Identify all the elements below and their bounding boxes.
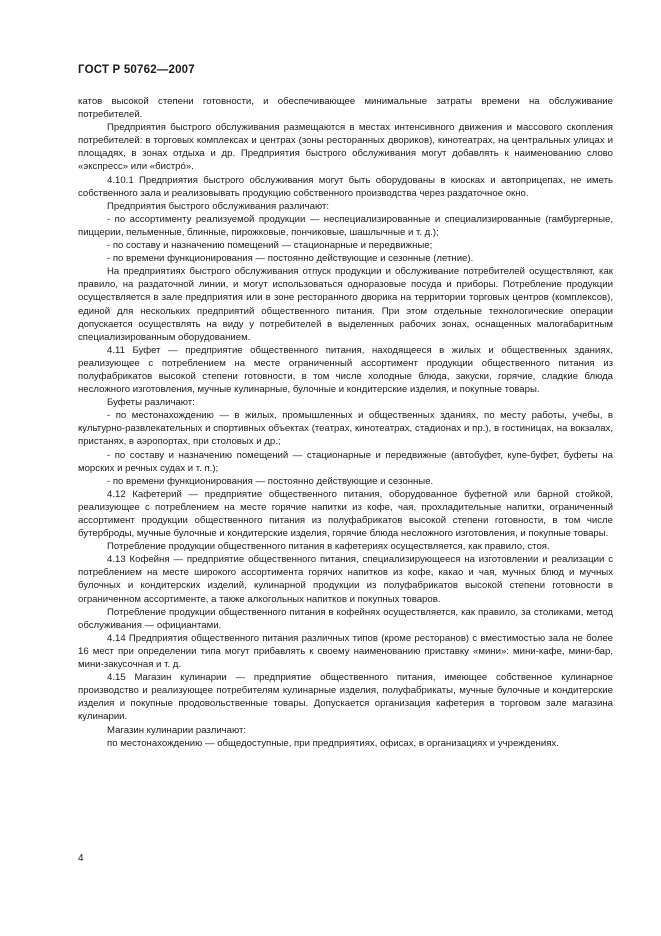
document-header: ГОСТ Р 50762—2007 [78,64,195,76]
clause-4-10-1: 4.10.1 Предприятия быстрого обслуживания могут быть оборудованы в киосках и автоприцепах, не иметь собственного зала и реализовывать продукцию собственного производства через раздаточное окно. [78,174,613,199]
paragraph: На предприятиях быстрого обслуживания отпуск продукции и обслуживание потребителей осуществляют, как правило, на раздаточной линии, и могут использоваться одноразовые посуда и приборы. Потребление продукции осуществляется в зале предприятия или в зоне ресторанного дворика на территории торговых центров (комплексов), единой для нескольких предприятий общественного питания. При этом отдельные технологические операции допускается осуществлять на виду у потребителей в выделенных рабочих зонах, оснащенных малогабаритным специализированным оборудованием. [78,266,613,343]
list-item: - по ассортименту реализуемой продукции — неспециализированные и специализированные (гамбургерные, пиццерии, пельменные, блинные, пирожковые, пончиковые, шашлычные и т. д.); [78,213,613,238]
paragraph: Потребление продукции общественного питания в кафетериях осуществляется, как правило, стоя. [107,541,550,553]
clause-4-14: 4.14 Предприятия общественного питания различных типов (кроме ресторанов) с вместимостью зала не более 16 мест при определении типа могут прибавлять к своему наименованию приставку «мини»: мини-кафе, мини-бар, мини-закусочная и т. д. [78,632,613,671]
page-number: 4 [78,853,84,864]
clause-4-13: 4.13 Кофейня — предприятие общественного питания, специализирующееся на изготовлении и реализации с потреблением на месте широкого ассортимента горячих напитков из кофе, какао и чая, мучных блюд и мучных булочных и кондитерских изделий, кулинарной продукции из полуфабрикатов высокой степени готовности в ограниченном ассортименте, а также алкогольных напитков и покупных товаров. [78,554,613,605]
paragraph: Буфеты различают: [107,397,195,409]
paragraph: Предприятия быстрого обслуживания различают: [107,200,330,212]
document-body [78,95,613,750]
paragraph: катов высокой степени готовности, и обеспечивающее минимальные затраты времени на обслуживание потребителей. [78,96,613,121]
clause-4-11: 4.11 Буфет — предприятие общественного питания, находящееся в жилых и общественных зданиях, реализующее с потреблением на месте ограниченный ассортимент продукции общественного питания из полуфабрикатов высокой степени готовности, в том числе холодные блюда, закуски, горячие, сладкие блюда несложного изготовления, мучные кулинарные, булочные и кондитерские изделия, и покупные товары. [78,344,613,396]
list-item: - по составу и назначению помещений — стационарные и передвижные; [107,240,433,252]
list-item: - по времени функционирования — постоянно действующие и сезонные (летние). [107,253,474,265]
list-item: по местонахождению — общедоступные, при предприятиях, офисах, в организациях и учреждениях. [107,737,559,749]
clause-4-12: 4.12 Кафетерий — предприятие общественного питания, оборудованное буфетной или барной стойкой, реализующее с потреблением на месте горячие напитки из кофе, чая, прохладительные напитки, ограниченный ассортимент продукции общественного питания из полуфабрикатов высокой степени готовности, в том числе бутерброды, мучные булочные и кондитерские изделия, горячие блюда несложного изготовления, и покупные товары. [78,488,613,540]
clause-4-15: 4.15 Магазин кулинарии — предприятие общественного питания, имеющее собственное кулинарное производство и реализующее потребителям кулинарные изделия, полуфабрикаты, мучные булочные и кондитерские изделия и покупные продовольственные товары. Допускается организация кафетерия в торговом зале магазина кулинарии. [78,672,613,723]
paragraph: Магазин кулинарии различают: [107,724,247,736]
list-item: - по времени функционирования — постоянно действующие и сезонные. [107,475,434,487]
list-item: - по составу и назначению помещений — стационарные и передвижные (автобуфет, купе-буфет, буфеты на морских и речных судах и т. п.); [78,449,613,474]
paragraph: Предприятия быстрого обслуживания размещаются в местах интенсивного движения и массового скопления потребителей: в торговых комплексах и центрах (зоны ресторанных двориков), кинотеатрах, на центральных улицах и площадях, в зонах отдыха и др. Предприятия быстрого обслуживания могут добавлять к наименованию слово «экспресс» или «бистро́». [78,122,613,173]
list-item: - по местонахождению — в жилых, промышленных и общественных зданиях, по месту работы, учебы, в культурно-развлекательных и спортивных объектах (театрах, кинотеатрах, стадионах и пр.), в гостиницах, на вокзалах, пристанях, в аэропортах, при столовых и др.; [78,410,613,448]
paragraph: Потребление продукции общественного питания в кофейнях осуществляется, как правило, за столиками, метод обслуживания — официантами. [78,606,613,631]
